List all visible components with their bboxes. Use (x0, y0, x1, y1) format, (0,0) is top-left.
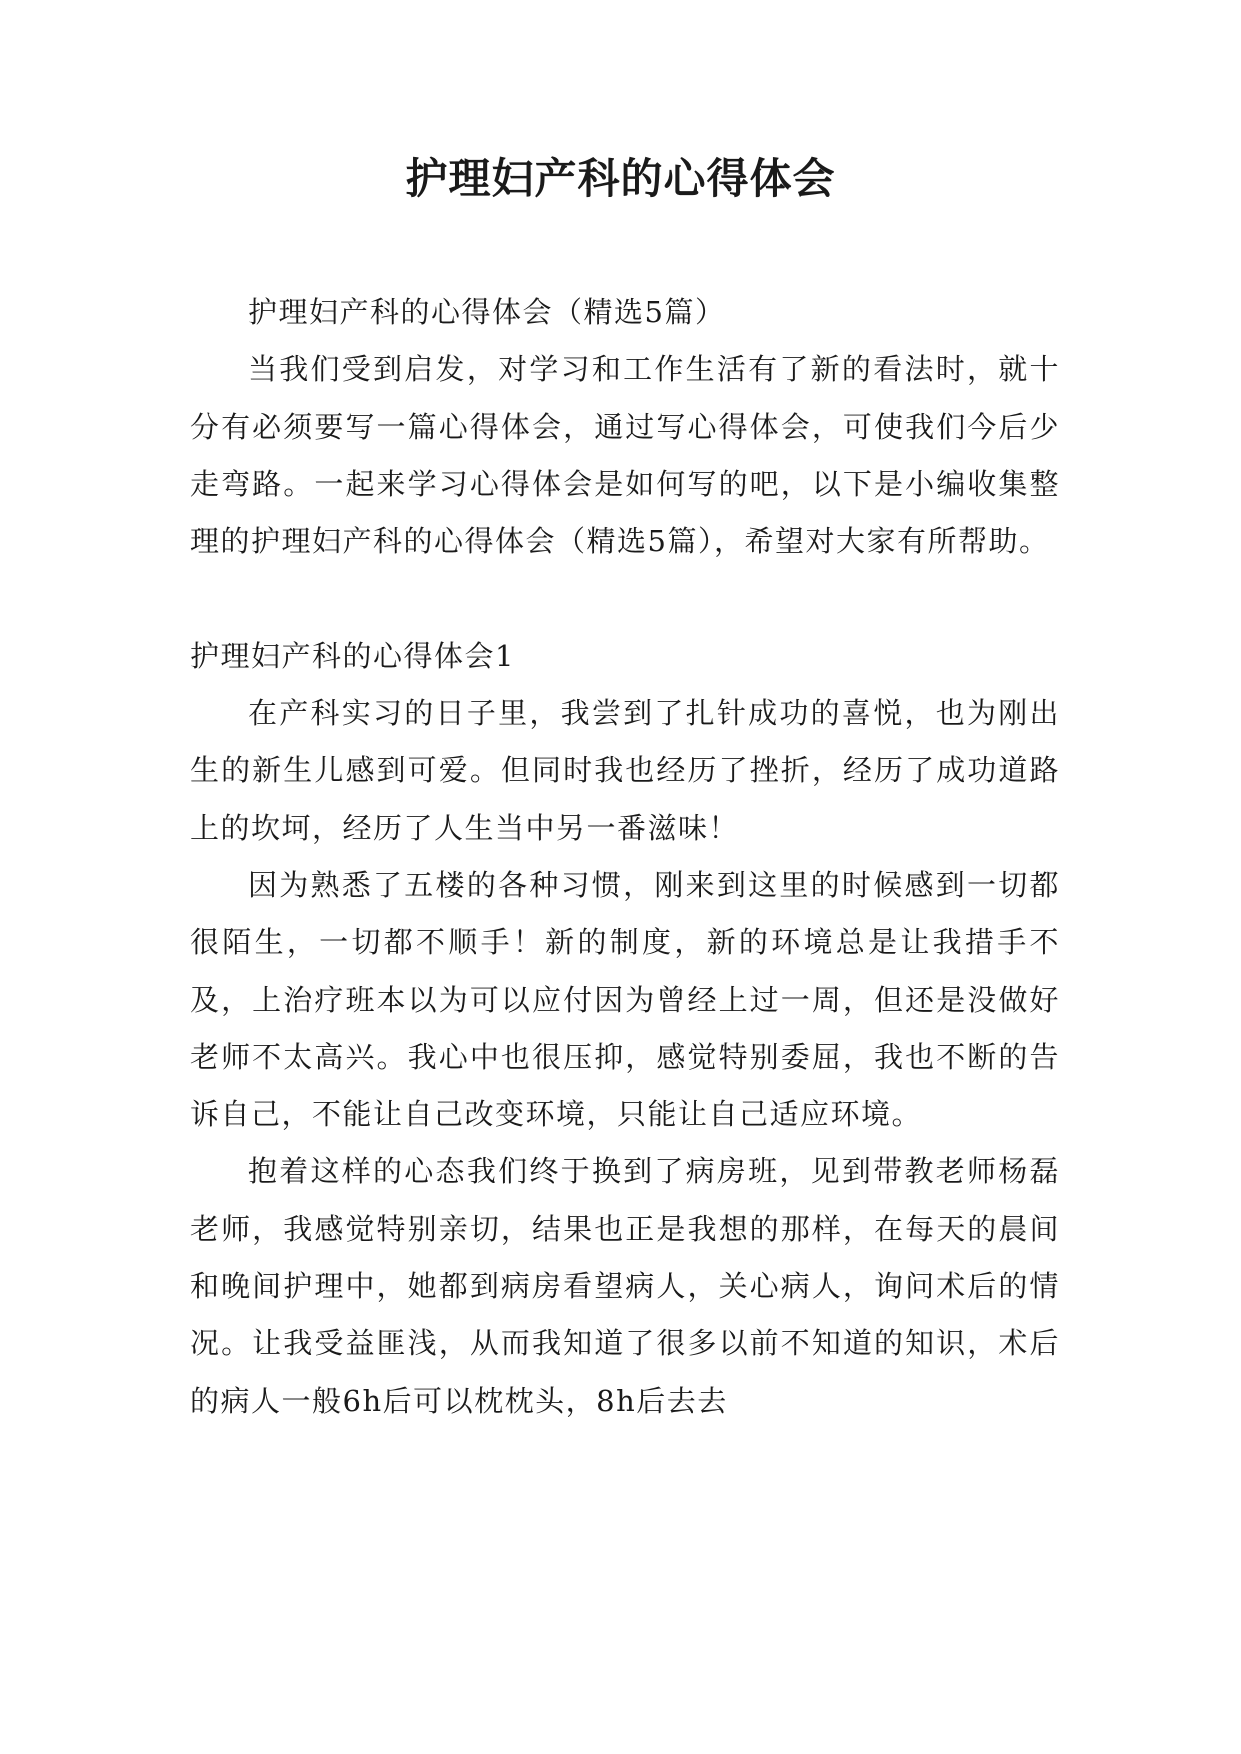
paragraph-spacer (190, 570, 1060, 627)
page-title: 护理妇产科的心得体会 (405, 154, 836, 203)
body-paragraph: 在产科实习的日子里，我尝到了扎针成功的喜悦，也为刚出生的新生儿感到可爱。但同时我也经历了挫折，经历了成功道路上的坎坷，经历了人生当中另一番滋味！ (190, 696, 1060, 845)
body-paragraph: 因为熟悉了五楼的各种习惯，刚来到这里的时候感到一切都很陌生，一切都不顺手！新的制度，新的环境总是让我措手不及，上治疗班本以为可以应付因为曾经上过一周，但还是没做好老师不太高兴。我心中也很压抑，感觉特别委屈，我也不断的告诉自己，不能让自己改变环境，只能让自己适应环境。 (190, 867, 1060, 1132)
intro-paragraph: 当我们受到启发，对学习和工作生活有了新的看法时，就十分有必须要写一篇心得体会，通过写心得体会，可使我们今后少走弯路。一起来学习心得体会是如何写的吧，以下是小编收集整理的护理妇产科的心得体会（精选5篇），希望对大家有所帮助。 (190, 352, 1060, 559)
section-heading: 护理妇产科的心得体会1 (190, 638, 515, 673)
document-subtitle: 护理妇产科的心得体会（精选5篇） (248, 295, 726, 329)
document-body (190, 284, 1060, 1430)
body-paragraph: 抱着这样的心态我们终于换到了病房班，见到带教老师杨磊老师，我感觉特别亲切，结果也正是我想的那样，在每天的晨间和晚间护理中，她都到病房看望病人，关心病人，询问术后的情况。让我受益匪浅，从而我知道了很多以前不知道的知识，术后的病人一般6h后可以枕枕头，8h后去去 (190, 1154, 1060, 1418)
